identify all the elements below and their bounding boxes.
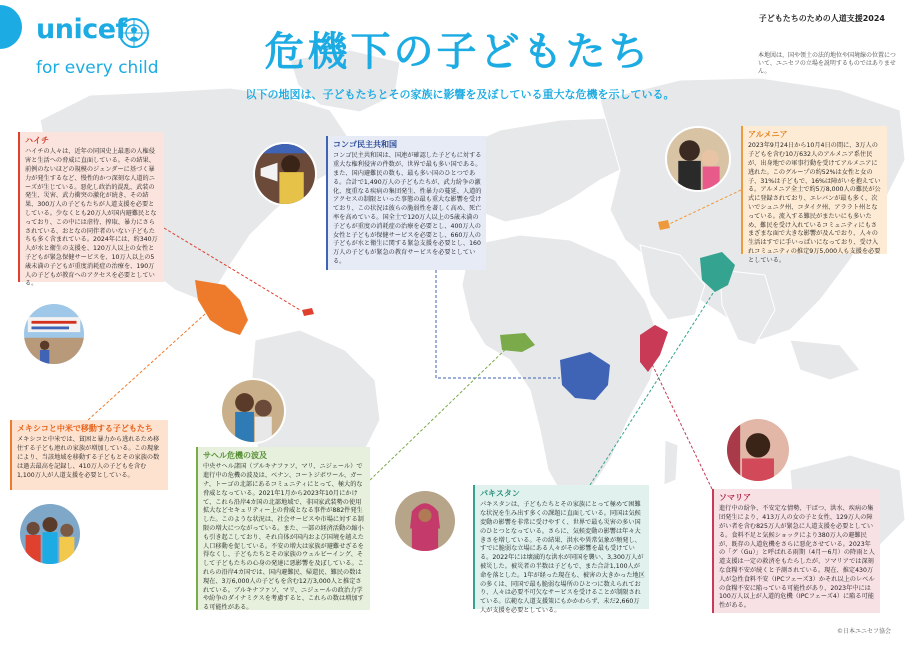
- girl-photo-icon: [395, 491, 455, 551]
- school-sign-photo-icon: [24, 304, 84, 364]
- mexico-panel: [10, 420, 168, 490]
- haiti-photo: [253, 142, 317, 206]
- unicef-logo-text: unicef: [36, 14, 127, 45]
- map-disclaimer: 本地図は、国や領土の法的地位や国境線の位置について、ユニセフの立場を説明するものではありません。: [758, 52, 896, 76]
- crowd-photo-icon: [20, 504, 80, 564]
- report-title: 子どもたちのための人道支援2024: [758, 14, 885, 23]
- pakistan-photo: [393, 489, 457, 553]
- mexico-body: メキシコと中米では、貧困と暴力から逃れるため移住する子ども連れの家族が増加している。この現象により、当該地域を移動する子どもとその家族の数は過去最高を記録し、410万人の子どもを含む1,100万人が人道支援を必要としている。: [17, 436, 160, 479]
- sahel-body: 中央サヘル諸国（ブルキナファソ、マリ、ニジェール）で進行中の危機の波及は、ベナン、コートジボワール、ガーナ、トーゴの北部にあるコミュニティにとって、極大的な脅威となっている。2021年1月から2023年10月にかけて、これら沿岸4カ国の北部地域で、非国家武装勢の使用拡大などセキュリティー上の脅威となる事件が882件発生した。このような状況は、社会サービスや市場に対する制限の増大につながっている。また、一部の経済活動の縮小も引き起こしており、それ自体が国内および国境を越えた人口移動を促している。不安の増大は家族が避難せざるを得なくし、子どもたちとその家族のウェルビーイング、そして子どもたちの心身の発達に悪影響を及ぼしている。これらの沿岸4カ国では、国内避難民、帰還民、難民の数は現在、3万6,000人の子どもを含む12万3,000人と推定されている。ブルキナファソ、マリ、ニジェールの政治力学や紛争のダイナミクスを考慮すると、これらの数は増加する可能性がある。: [203, 463, 364, 612]
- unicef-emblem-icon: [117, 16, 151, 50]
- armenia-photo: [665, 126, 731, 192]
- page-subtitle: 以下の地図は、子どもたちとその家族に影響を及ぼしている重大な危機を示している。: [245, 88, 675, 101]
- sahel-title: サヘル危機の波及: [203, 451, 267, 460]
- children-photo-icon: [222, 380, 284, 442]
- somalia-panel: [712, 489, 880, 613]
- armenia-body: 2023年9月24日から10月4日の間に、3万人の子どもを含む10万632人のアルメニア系住民が、出身地での軍事行動を受けてアルメニアに逃れた。このグループの約52%は女性と女の子、31%は子どもで、16%は障がいを抱えている。アルメニア全土で約5万8,000人の難民が公式に登録されており、エレバンが最も多く、次いでシュニク州、コタイク州、アララト州となっている。流入する難民がまたいにも多いため、難民を受け入れているコミュニティにもさまざまな面で大きな影響が及んでおり、人々の生活はすでに手いっぱいになっており、受け入れコミュニティの推定9万5,000人も支援を必要としている。: [748, 142, 881, 264]
- child-photo-icon: [727, 419, 789, 481]
- sahel-leader-line: [370, 345, 510, 480]
- megaphone-photo-icon: [255, 144, 315, 204]
- mexico-title: メキシコと中米で移動する子どもたち: [17, 424, 153, 433]
- pakistan-body: パキスタンは、子どもたちとその家族にとって極めて困難な状況を生み出す多くの課題に直面している。同国は気候変動の影響を非常に受けやすく、世界で最も災害の多い国のひとつとなっている。さらに、気候変動の影響は年々大きさを増している。その結果、洪水や異常気象が頻発し、すでに脆弱な立場にある人々がその影響を最も受けている。2022年には壊滅的な洪水が同国を襲い、3,300万人が被災した。被災者の半数は子どもで、また合計1,100人が命を落とした。1年が経った現在も、被害の大きかった地区の多くは、同国で最も脆弱な場所のひとつに数えられており、人々は必要不可欠なサービスを受けることが制限されている。広範な人道支援策にもかかわらず、未だ2,660万人が支援を必要としている。: [480, 501, 645, 614]
- drc-body: コンゴ民主共和国は、国連が確認した子どもに対する重大な権利侵害の件数が、世界で最も多い国である。また、国内避難民の数も、最も多い国のひとつである。合計で1,490万人の子どもたちが、武力紛争の激化、度重なる疾病の集団発生、性暴力の蔓延、人道的アクセスの制限といった事態の最も重大な影響を受けており、この状況は彼らの脆弱性を著しく高め、死亡率を高めている。国全土で120万人以上の5歳未満の子どもが重度の消耗症の治療を必要とし、400万人の女性と子どもが保健サービスを必要とし、660万人の子どもが水と衛生に関する緊急支援を必要とし、160万人の子どもが緊急の教育サービスを必要としている。: [333, 152, 482, 265]
- sea-islands: [790, 340, 860, 380]
- haiti-body: ハイチの人々は、近年の同国史上最悪の人権侵害と生活への脅威に直面している。その結果、前例のないほどの規模のジェンダーに基づく暴力が発生するなど、慢性的かつ深刻な人道的ニーズが生じている。悪化し政治的混乱、武装の発生、災害、武力衝突の激化が続き、その結果、300万人の子どもたちが人道支援を必要としている。少なくとも20万人が国内避難民となっており、この中には虐待、搾取、暴力にさらされている、おとなの同伴者のいない子どもたちも多く含まれている。2024年には、約340万人が水と衛生の支援を、120万人以上の女性と子どもが緊急保健サービスを、10万人以上の5歳未満の子どもが重度消耗症の治療を、190万人の子どもが教育へのアクセスを必要としている。: [25, 148, 158, 288]
- logo-tagline: for every child: [36, 58, 159, 78]
- haiti-title: ハイチ: [25, 136, 49, 145]
- somalia-leader-line: [650, 360, 712, 489]
- madagascar-landmass: [664, 440, 678, 485]
- armenia-title: アルメニア: [748, 130, 788, 139]
- sahel-panel: [196, 447, 370, 610]
- mexico-leader-line: [88, 305, 215, 420]
- mexico-crowd-photo: [18, 502, 82, 566]
- haiti-panel: [18, 132, 164, 288]
- pakistan-panel: [473, 485, 649, 614]
- somalia-title: ソマリア: [719, 493, 751, 502]
- haiti-highlight: [302, 308, 314, 316]
- mexico-highlight: [195, 280, 248, 335]
- armenia-panel: [741, 126, 887, 264]
- mother-child-photo-icon: [667, 128, 729, 190]
- haiti-school-photo: [22, 302, 86, 366]
- somalia-body: 進行中の紛争、不安定な情勢、干ばつ、洪水、疾病の集団発生により、413万人の女の子と女性、129万人の障がい者を含む825万人が緊急に人道支援を必要としている。食料不足と気候ショックにより380万人の避難民が、既存の人道危機をさらに悪化させている。2023年の「グ（Gu）」と呼ばれる雨期（4月～6月）の降雨と人道支援は一定の救済をもたらしたが、ソマリアでは深刻な食糧不安が続くと予測されている。現在、推定430万人が急性食料不安（IPCフェーズ3）かそれ以上のレベルの食糧不安に陥っている可能性があり、2023年中には100万人以上が人道的危機（IPCフェーズ4）に陥る可能性がある。: [719, 505, 875, 610]
- somalia-photo: [725, 417, 791, 483]
- drc-panel: [326, 136, 486, 270]
- pakistan-title: パキスタン: [480, 489, 520, 498]
- drc-title: コンゴ民主共和国: [333, 140, 397, 149]
- page-title: 危機下の子どもたち: [264, 29, 652, 75]
- copyright-notice: ©日本ユニセフ協会: [836, 628, 891, 635]
- mexico-children-photo: [220, 378, 286, 444]
